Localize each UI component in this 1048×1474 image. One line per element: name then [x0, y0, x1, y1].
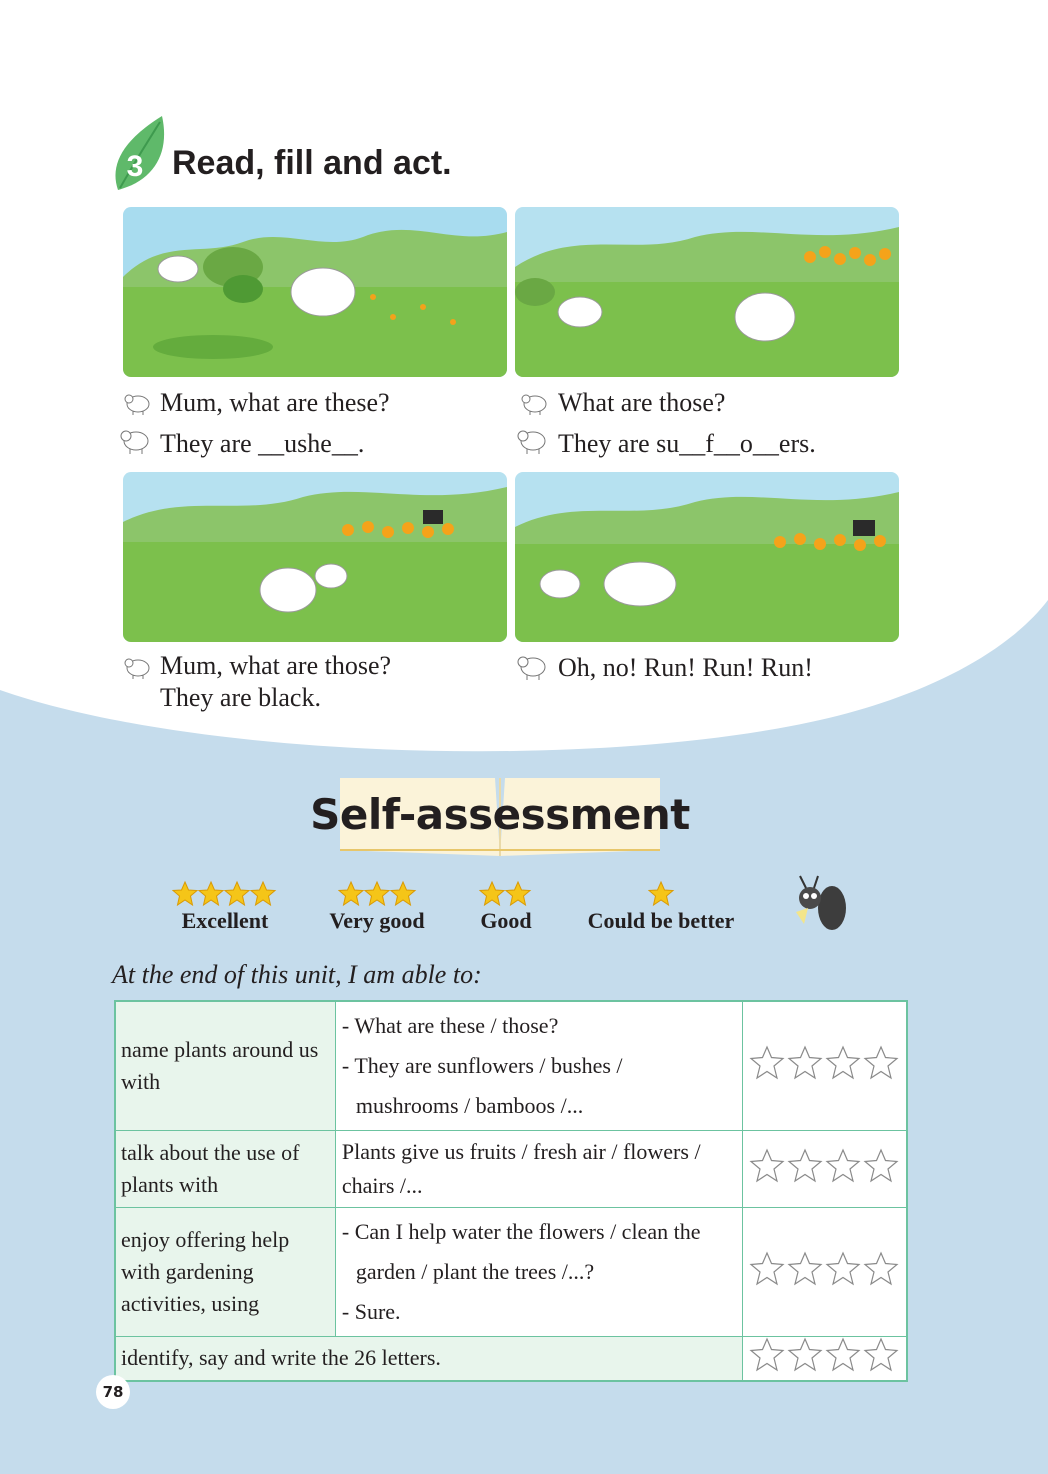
skill-cell: identify, say and write the 26 letters. — [115, 1337, 742, 1381]
assessment-table — [114, 1000, 908, 1382]
sunflower-meadow-illustration — [515, 207, 899, 377]
example-line: - What are these / those? — [341, 1013, 559, 1038]
examples-cell — [335, 1131, 742, 1208]
example-line: - Sure. — [341, 1299, 401, 1324]
table-row — [115, 1208, 907, 1337]
self-assessment-title: Self-assessment — [310, 790, 690, 839]
legend-stars-very-good — [338, 880, 418, 908]
examples-cell — [335, 1208, 742, 1337]
legend-stars-excellent — [172, 880, 278, 908]
empty-star-rating-icon[interactable] — [749, 1251, 899, 1287]
star-icon — [338, 880, 418, 908]
skill-cell: name plants around us with — [115, 1001, 335, 1131]
example-line: garden / plant the trees /...? — [355, 1259, 595, 1284]
comic-panel-2 — [515, 207, 899, 377]
legend-stars-could-be-better — [648, 880, 676, 908]
dialogue-line: They are su__f__o__ers. — [558, 429, 816, 458]
dialogue-line: What are those? — [558, 388, 726, 417]
example-line: chairs /... — [341, 1173, 423, 1198]
table-row — [115, 1337, 907, 1381]
rating-cell[interactable] — [742, 1208, 907, 1337]
running-sheep-illustration — [515, 472, 899, 642]
skill-cell: enjoy offering help with gardening activities, using — [115, 1208, 335, 1337]
mother-sheep-speaker-icon — [517, 428, 547, 454]
section-heading — [110, 112, 710, 192]
table-row — [115, 1001, 907, 1131]
rating-cell[interactable] — [742, 1001, 907, 1131]
rating-cell[interactable] — [742, 1337, 907, 1381]
example-line: Plants give us fruits / fresh air / flowers / — [341, 1139, 701, 1164]
lamb-speaker-icon — [123, 390, 153, 416]
dialogue-line: They are black. — [160, 683, 321, 712]
mother-sheep-speaker-icon — [120, 428, 150, 454]
section-number: 3 — [126, 150, 144, 183]
assessment-intro: At the end of this unit, I am able to: — [112, 960, 482, 989]
dialogue-line: They are __ushe__. — [160, 429, 365, 458]
ant-mascot-icon — [790, 872, 850, 936]
empty-star-rating-icon[interactable] — [749, 1337, 899, 1373]
legend-label: Excellent — [181, 908, 269, 933]
star-icon — [172, 880, 278, 908]
comic-panel-4 — [515, 472, 899, 642]
page-number: 78 — [96, 1375, 130, 1409]
comic-panel-1 — [123, 207, 507, 377]
empty-star-rating-icon[interactable] — [749, 1148, 899, 1184]
legend-label: Could be better — [587, 908, 735, 933]
comic-panel-3 — [123, 472, 507, 642]
legend-stars-good — [479, 880, 533, 908]
table-row — [115, 1131, 907, 1208]
skill-cell: talk about the use of plants with — [115, 1131, 335, 1208]
meadow-fence-illustration — [123, 472, 507, 642]
legend-label: Good — [480, 908, 532, 933]
lamb-speaker-icon — [123, 654, 153, 680]
mother-sheep-speaker-icon — [517, 654, 547, 680]
section-title: Read, fill and act. — [172, 144, 452, 182]
lamb-speaker-icon — [520, 390, 550, 416]
sheep-meadow-illustration — [123, 207, 507, 377]
star-icon — [648, 880, 676, 908]
example-line: mushrooms / bamboos /... — [355, 1093, 584, 1118]
dialogue-line: Oh, no! Run! Run! Run! — [558, 653, 813, 682]
examples-cell — [335, 1001, 742, 1131]
empty-star-rating-icon[interactable] — [749, 1045, 899, 1081]
rating-cell[interactable] — [742, 1131, 907, 1208]
dialogue-line: Mum, what are these? — [160, 388, 390, 417]
dialogue-line: Mum, what are those? — [160, 651, 392, 680]
star-icon — [479, 880, 533, 908]
example-line: - Can I help water the flowers / clean the — [341, 1219, 701, 1244]
legend-label: Very good — [329, 908, 425, 933]
example-line: - They are sunflowers / bushes / — [341, 1053, 623, 1078]
